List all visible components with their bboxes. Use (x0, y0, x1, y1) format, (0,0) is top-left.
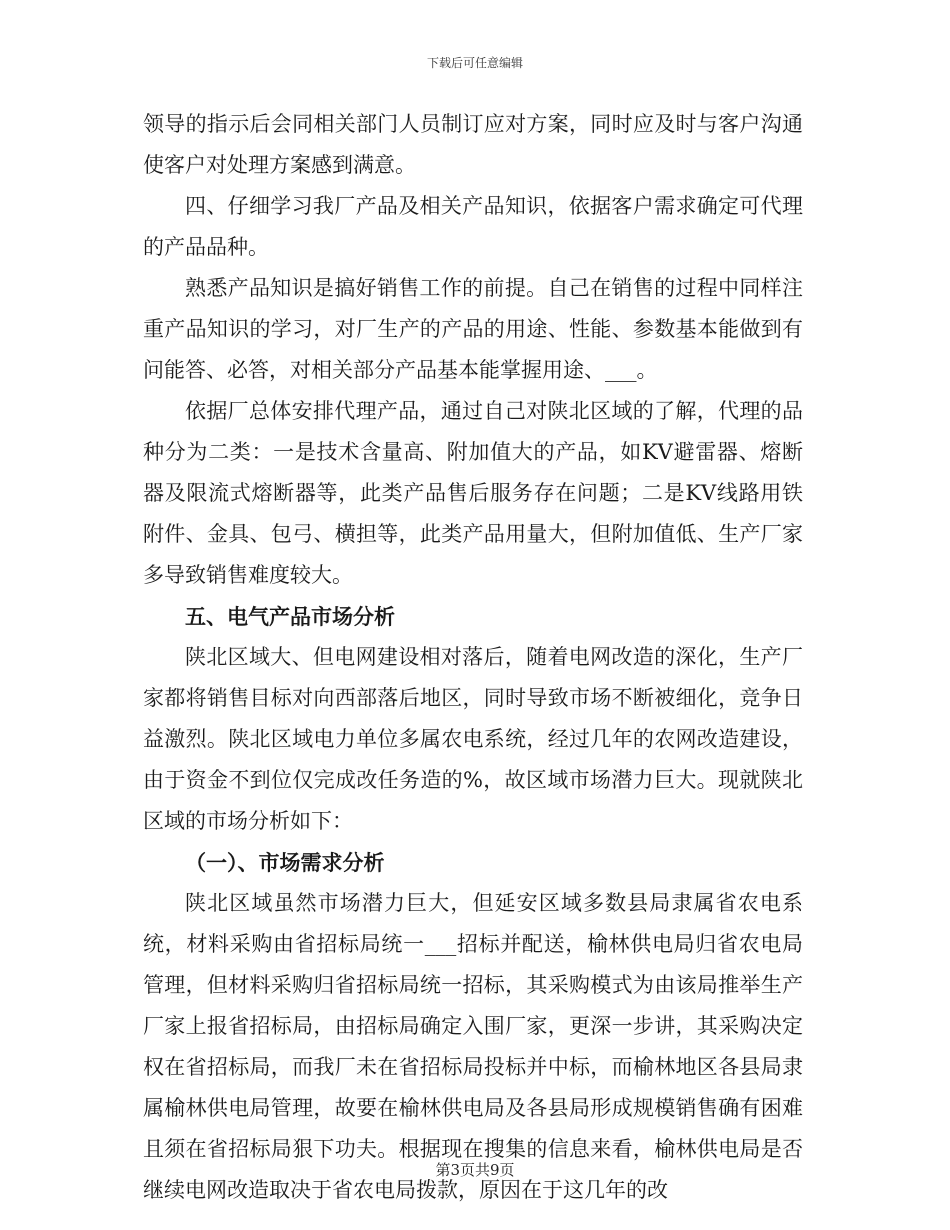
section-five-heading: 五、电气产品市场分析 (185, 604, 395, 629)
subsection-demand-heading: （一）、市场需求分析 (185, 850, 385, 875)
paragraph-market-overview: 陕北区域大、但电网建设相对落后，随着电网改造的深化，生产厂家都将销售目标对向西部落后地区，同时导致市场不断被细化，竞争日益激烈。陕北区域电力单位多属农电系统，经过几年的农网改造建设，由于资金不到位仅完成改任务造的%，故区域市场潜力巨大。现就陕北区域的市场分析如下： (143, 645, 803, 833)
paragraph-product-categories: 依据厂总体安排代理产品，通过自己对陕北区域的了解，代理的品种分为二类：一是技术含量高、附加值大的产品，如KV避雷器、熔断器及限流式熔断器等，此类产品售后服务存在问题；二是KV线路用铁附件、金具、包弓、横担等，此类产品用量大，但附加值低、生产厂家多导致销售难度较大。 (143, 399, 803, 587)
section-four-heading: 四、仔细学习我厂产品及相关产品知识，依据客户需求确定可代理的产品品种。 (143, 194, 803, 259)
paragraph-demand-analysis: 陕北区域虽然市场潜力巨大，但延安区域多数县局隶属省农电系统，材料采购由省招标局统一___招标并配送，榆林供电局归省农电局管理，但材料采购归省招标局统一招标，其采购模式为由该局推举生产厂家上报省招标局，由招标局确定入围厂家，更深一步讲，其采购决定权在省招标局，而我厂未在省招标局投标并中标，而榆林地区各县局隶属榆林供电局管理，故要在榆林供电局及各县局形成规模销售确有困难且须在省招标局狠下功夫。根据现在搜集的信息来看，榆林供电局是否继续电网改造取决于省农电局拨款，原因在于这几年的改 (143, 891, 803, 1202)
paragraph-product-knowledge: 熟悉产品知识是搞好销售工作的前提。自己在销售的过程中同样注重产品知识的学习，对厂生产的产品的用途、性能、参数基本能做到有问能答、必答，对相关部分产品基本能掌握用途、___。 (143, 276, 803, 382)
page-header: 下载后可任意编辑 (426, 56, 523, 70)
page-number: 第3页共9页 (435, 1161, 515, 1179)
document-body (143, 104, 803, 1211)
paragraph-continuation: 领导的指示后会同相关部门人员制订应对方案，同时应及时与客户沟通使客户对处理方案感到满意。 (143, 112, 803, 177)
